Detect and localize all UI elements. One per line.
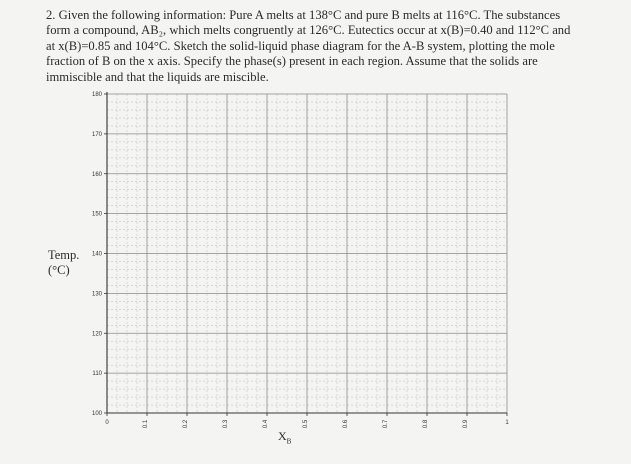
x-tick-label: 0.9: [463, 419, 469, 429]
y-tick-label: 150: [91, 211, 102, 218]
y-tick-label: 130: [91, 291, 102, 298]
x-tick-label: 0.7: [383, 419, 389, 429]
y-tick-label: 120: [91, 331, 102, 338]
x-tick-label: 0.8: [423, 419, 429, 429]
question-line: at x(B)=0.85 and 104°C. Sketch the solid-liquid phase diagram for the A-B system, plotting the mole: [46, 38, 555, 53]
y-tick-label: 180: [91, 92, 102, 98]
x-tick-label: 0.6: [343, 419, 349, 429]
x-tick-label: 0.3: [223, 419, 229, 429]
y-tick-label: 110: [92, 371, 102, 378]
y-axis-label-title: Temp.: [48, 248, 80, 262]
y-tick-label: 100: [91, 411, 102, 417]
question-line: 2. Given the following information: Pure A melts at 138°C and pure B melts at 116°C. The substances: [46, 8, 561, 22]
y-tick-label: 160: [91, 171, 102, 178]
y-tick-label: 140: [91, 251, 102, 258]
x-tick-label: 0.2: [183, 419, 189, 429]
question-line: form a compound, AB₂, which melts congruently at 126°C. Eutectics occur at x(B)=0.40 and 112°C and: [46, 23, 571, 38]
x-tick-label: 0.4: [263, 419, 269, 429]
x-axis-label-main: X: [278, 429, 287, 443]
question-line: fraction of B on the x axis. Specify the phase(s) present in each region. Assume that the solids are: [46, 54, 538, 69]
x-tick-label: 0.5: [303, 419, 309, 429]
question-line: immiscible and that the liquids are miscible.: [46, 69, 269, 84]
x-tick-label: 1: [505, 420, 509, 426]
x-tick-label: 0.1: [143, 419, 149, 429]
y-axis-label-unit: (°C): [48, 263, 70, 277]
x-tick-label: 0: [105, 420, 109, 426]
y-tick-label: 170: [91, 131, 102, 138]
x-axis-label-subscript: B: [286, 437, 292, 446]
